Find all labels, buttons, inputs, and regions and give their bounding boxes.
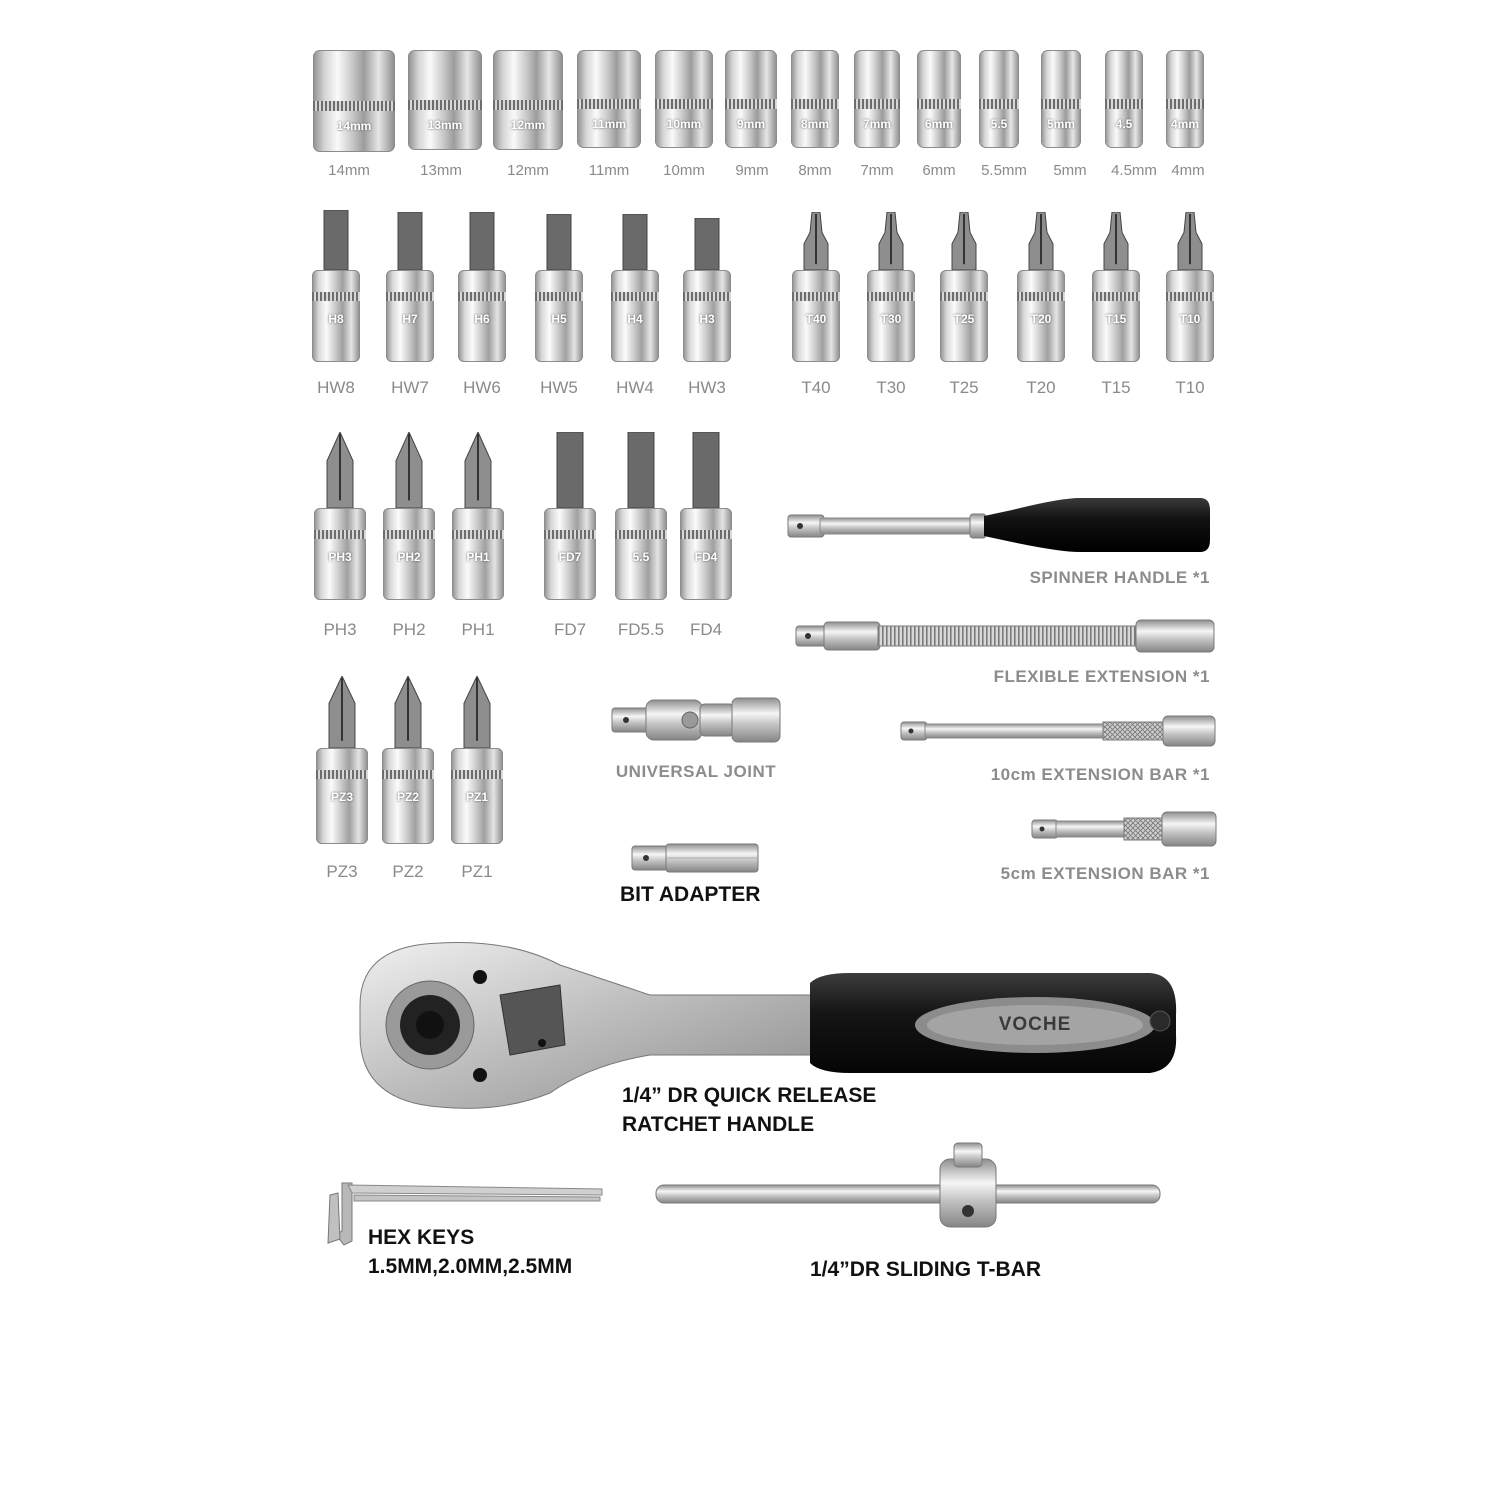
socket-knurl-ring — [493, 100, 563, 110]
bit-holder-knurl-ring — [615, 530, 667, 539]
socket-size-mark: 11mm — [591, 116, 627, 131]
hex-bit-tip — [690, 218, 724, 270]
torx-bit-holder — [940, 270, 988, 362]
bit-holder-knurl-ring — [680, 530, 732, 539]
bit-holder-knurl-ring — [611, 292, 659, 301]
pozi-bit-tip — [459, 676, 495, 748]
hex-bit-holder — [312, 270, 360, 362]
bit-holder-mark: H6 — [474, 312, 490, 326]
torx-bit-label: T30 — [876, 378, 906, 397]
extension-bar-5cm-label: 5cm EXTENSION BAR *1 — [1000, 864, 1210, 883]
extension-bar-10cm-image — [895, 712, 1220, 752]
flat-bit-label: FD4 — [689, 620, 723, 639]
hex-bit-holder — [458, 270, 506, 362]
torx-bit-holder — [1092, 270, 1140, 362]
phillips-bit-holder — [314, 508, 366, 600]
phillips-bit-label: PH3 — [323, 620, 357, 639]
socket-knurl-ring — [791, 99, 839, 109]
hex-bit-holder — [683, 270, 731, 362]
socket-size-mark: 9mm — [736, 116, 765, 131]
bit-adapter-image — [628, 838, 764, 878]
socket-size-mark: 7mm — [862, 116, 891, 131]
socket-size-mark: 4.5 — [1115, 116, 1133, 131]
socket — [854, 50, 900, 148]
hex-bit-holder — [611, 270, 659, 362]
phillips-bit-label: PH1 — [461, 620, 495, 639]
ratchet-label-line2: RATCHET HANDLE — [622, 1113, 815, 1136]
socket — [655, 50, 713, 148]
bit-holder-knurl-ring — [1166, 292, 1214, 301]
bit-holder-knurl-ring — [683, 292, 731, 301]
socket-size-mark: 13mm — [427, 118, 463, 132]
pozi-bit-tip — [390, 676, 426, 748]
hex-keys-label-line1: HEX KEYS — [368, 1226, 475, 1249]
torx-bit-label: T10 — [1175, 378, 1205, 397]
socket-size-mark: 12mm — [510, 118, 546, 132]
socket — [313, 50, 395, 152]
bit-holder-mark: T25 — [953, 312, 975, 326]
bit-holder-mark: PZ2 — [396, 790, 419, 804]
socket-size-label: 13mm — [420, 162, 462, 179]
socket-size-mark: 8mm — [800, 116, 829, 131]
bit-holder-knurl-ring — [383, 530, 435, 539]
spinner-handle-image — [780, 490, 1220, 560]
socket-knurl-ring — [1166, 99, 1204, 109]
sliding-t-bar-image — [650, 1135, 1170, 1235]
phillips-bit-tip — [391, 432, 427, 508]
socket-size-mark: 6mm — [924, 116, 953, 131]
pozi-bit-label: PZ2 — [392, 862, 424, 881]
socket-size-label: 14mm — [328, 162, 370, 179]
socket-size-label: 11mm — [588, 162, 630, 179]
hex-bit-label: HW7 — [391, 378, 429, 397]
bit-holder-knurl-ring — [867, 292, 915, 301]
bit-holder-mark: PZ3 — [330, 790, 353, 804]
phillips-bit-tip — [460, 432, 496, 508]
bit-holder-knurl-ring — [535, 292, 583, 301]
hex-bit-label: HW6 — [463, 378, 501, 397]
socket — [1105, 50, 1143, 148]
socket-size-mark: 5mm — [1046, 116, 1075, 131]
bit-holder-mark: H8 — [328, 312, 344, 326]
torx-bit-holder — [1166, 270, 1214, 362]
bit-holder-mark: H4 — [627, 312, 643, 326]
pozi-bit-holder — [451, 748, 503, 844]
flat-bit-tip — [623, 432, 659, 508]
torx-bit-label: T40 — [801, 378, 831, 397]
pozi-bit-holder — [316, 748, 368, 844]
bit-holder-mark: H7 — [402, 312, 418, 326]
extension-bar-10cm-label: 10cm EXTENSION BAR *1 — [990, 765, 1210, 784]
bit-holder-knurl-ring — [544, 530, 596, 539]
flat-bit-label: FD5.5 — [617, 620, 665, 639]
bit-holder-knurl-ring — [940, 292, 988, 301]
socket-size-mark: 14mm — [336, 119, 372, 134]
bit-holder-mark: 5.5 — [632, 550, 650, 564]
bit-holder-knurl-ring — [314, 530, 366, 539]
socket-size-mark: 5.5 — [990, 116, 1008, 131]
ratchet-brand-logo: VOCHE — [998, 1014, 1072, 1035]
socket — [408, 50, 482, 150]
hex-bit-label: HW5 — [540, 378, 578, 397]
socket-knurl-ring — [408, 100, 482, 110]
bit-holder-mark: T40 — [805, 312, 827, 326]
torx-bit-holder — [1017, 270, 1065, 362]
socket-size-label: 5.5mm — [981, 162, 1027, 179]
socket — [791, 50, 839, 148]
phillips-bit-holder — [383, 508, 435, 600]
bit-holder-mark: PZ1 — [465, 790, 488, 804]
bit-holder-knurl-ring — [1092, 292, 1140, 301]
socket-size-label: 4.5mm — [1111, 162, 1157, 179]
universal-joint-image — [606, 690, 786, 750]
torx-bit-holder — [867, 270, 915, 362]
socket-knurl-ring — [313, 101, 395, 111]
torx-bit-holder — [792, 270, 840, 362]
bit-holder-mark: H3 — [699, 312, 715, 326]
socket-knurl-ring — [1105, 99, 1143, 109]
socket-size-label: 5mm — [1053, 162, 1087, 179]
bit-holder-mark: H5 — [551, 312, 567, 326]
bit-holder-knurl-ring — [451, 770, 503, 779]
socket — [725, 50, 777, 148]
hex-bit-tip — [319, 210, 353, 270]
socket-knurl-ring — [577, 99, 641, 109]
sliding-t-bar-label: 1/4”DR SLIDING T-BAR — [810, 1258, 1042, 1281]
bit-holder-mark: T15 — [1105, 312, 1127, 326]
socket — [917, 50, 961, 148]
bit-holder-mark: PH3 — [328, 550, 352, 564]
ratchet-label-line1: 1/4” DR QUICK RELEASE — [622, 1084, 877, 1107]
socket-knurl-ring — [655, 99, 713, 109]
socket-size-label: 6mm — [922, 162, 956, 179]
bit-holder-knurl-ring — [316, 770, 368, 779]
hex-bit-tip — [465, 212, 499, 270]
torx-bit-tip — [947, 212, 981, 270]
pozi-bit-label: PZ1 — [461, 862, 493, 881]
flat-bit-holder — [544, 508, 596, 600]
bit-adapter-label: BIT ADAPTER — [620, 883, 761, 906]
socket — [1041, 50, 1081, 148]
flexible-extension-image — [790, 612, 1220, 658]
socket — [493, 50, 563, 150]
hex-bit-holder — [535, 270, 583, 362]
flexible-extension-label: FLEXIBLE EXTENSION *1 — [993, 667, 1210, 686]
bit-holder-knurl-ring — [792, 292, 840, 301]
torx-bit-tip — [1099, 212, 1133, 270]
hex-bit-tip — [618, 214, 652, 270]
bit-holder-knurl-ring — [382, 770, 434, 779]
socket-knurl-ring — [854, 99, 900, 109]
bit-holder-knurl-ring — [312, 292, 360, 301]
bit-holder-mark: T10 — [1179, 312, 1201, 326]
bit-holder-mark: T30 — [880, 312, 902, 326]
socket — [1166, 50, 1204, 148]
flat-bit-holder — [615, 508, 667, 600]
flat-bit-label: FD7 — [553, 620, 587, 639]
spinner-handle-label: SPINNER HANDLE *1 — [1029, 568, 1210, 587]
socket-knurl-ring — [725, 99, 777, 109]
bit-holder-mark: PH1 — [466, 550, 490, 564]
hex-bit-holder — [386, 270, 434, 362]
pozi-bit-label: PZ3 — [326, 862, 358, 881]
bit-holder-knurl-ring — [458, 292, 506, 301]
torx-bit-tip — [874, 212, 908, 270]
socket-knurl-ring — [1041, 99, 1081, 109]
universal-joint-label: UNIVERSAL JOINT — [615, 762, 777, 781]
torx-bit-label: T25 — [949, 378, 979, 397]
socket — [979, 50, 1019, 148]
socket-size-label: 12mm — [507, 162, 549, 179]
socket-size-mark: 4mm — [1170, 116, 1199, 131]
phillips-bit-label: PH2 — [392, 620, 426, 639]
socket-size-label: 7mm — [860, 162, 894, 179]
torx-bit-tip — [1024, 212, 1058, 270]
extension-bar-5cm-image — [1028, 808, 1220, 850]
bit-holder-mark: FD7 — [558, 550, 582, 564]
torx-bit-label: T20 — [1026, 378, 1056, 397]
hex-bit-tip — [542, 214, 576, 270]
torx-bit-tip — [799, 212, 833, 270]
socket-knurl-ring — [979, 99, 1019, 109]
bit-holder-mark: FD4 — [694, 550, 718, 564]
socket-size-mark: 10mm — [666, 116, 702, 131]
torx-bit-label: T15 — [1101, 378, 1131, 397]
bit-holder-knurl-ring — [386, 292, 434, 301]
bit-holder-mark: T20 — [1030, 312, 1052, 326]
flat-bit-tip — [552, 432, 588, 508]
socket-size-label: 4mm — [1171, 162, 1205, 179]
hex-bit-label: HW8 — [317, 378, 355, 397]
flat-bit-holder — [680, 508, 732, 600]
pozi-bit-tip — [324, 676, 360, 748]
socket — [577, 50, 641, 148]
socket-size-label: 9mm — [735, 162, 769, 179]
socket-size-label: 10mm — [663, 162, 705, 179]
phillips-bit-tip — [322, 432, 358, 508]
hex-keys-label-line2: 1.5MM,2.0MM,2.5MM — [368, 1255, 573, 1278]
bit-holder-knurl-ring — [1017, 292, 1065, 301]
pozi-bit-holder — [382, 748, 434, 844]
bit-holder-mark: PH2 — [397, 550, 421, 564]
socket-size-label: 8mm — [798, 162, 832, 179]
hex-bit-tip — [393, 212, 427, 270]
socket-knurl-ring — [917, 99, 961, 109]
hex-bit-label: HW4 — [616, 378, 654, 397]
bit-holder-knurl-ring — [452, 530, 504, 539]
phillips-bit-holder — [452, 508, 504, 600]
flat-bit-tip — [688, 432, 724, 508]
torx-bit-tip — [1173, 212, 1207, 270]
hex-bit-label: HW3 — [688, 378, 726, 397]
